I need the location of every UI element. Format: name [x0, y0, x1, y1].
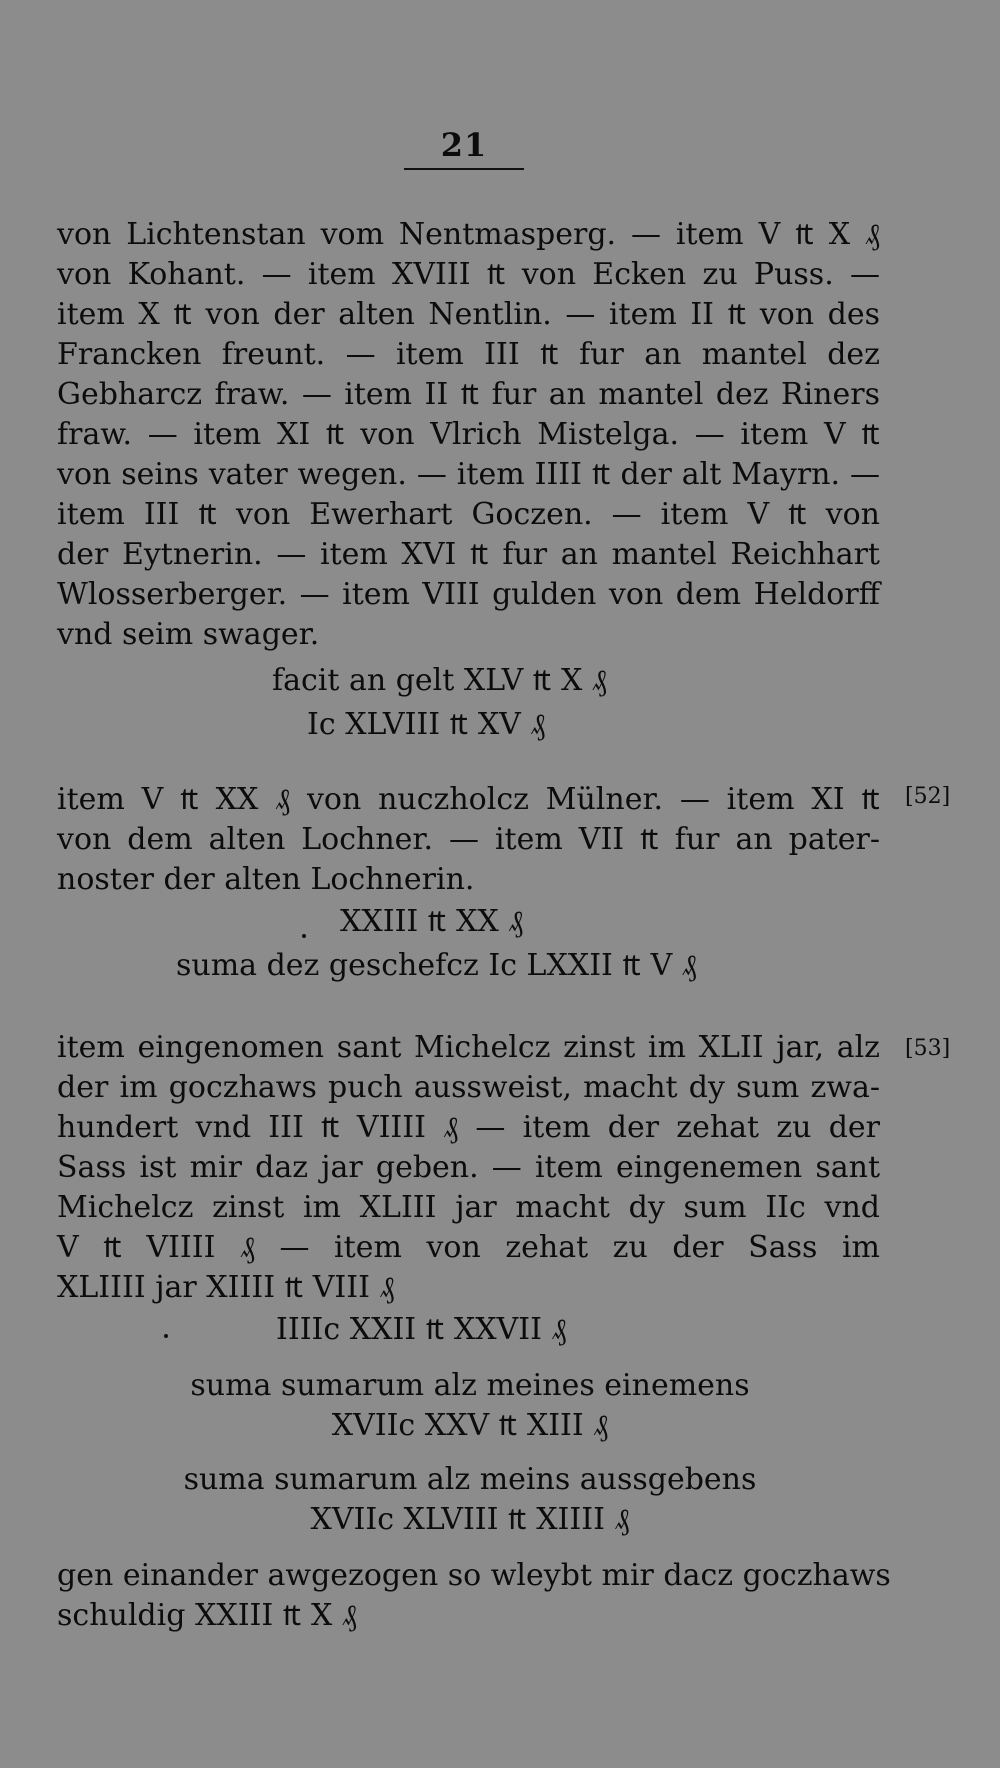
text-line: noster der alten Lochnerin. [57, 862, 475, 897]
text-line: von Lichtenstan vom Nentmasperg. — item V ₶ X ₰ [57, 217, 880, 252]
text-line: XLIIII jar XIIII ₶ VIII ₰ [57, 1270, 395, 1305]
margin-dot [302, 934, 306, 938]
total-value: XVIIc XLVIII ₶ XIIII ₰ [310, 1502, 630, 1537]
text-line: item V ₶ XX ₰ von nuczholcz Mülner. — item XI ₶ [57, 782, 880, 817]
text-line: vnd seim swager. [57, 617, 320, 652]
total-label: suma sumarum alz meins aussgebens [183, 1462, 757, 1497]
text-line: von seins vater wegen. — item IIII ₶ der alt Mayrn. — [57, 457, 880, 492]
text-line: item III ₶ von Ewerhart Goczen. — item V ₶ von [57, 497, 880, 532]
sum-line: Ic XLVIII ₶ XV ₰ [307, 707, 546, 742]
text-line: schuldig XXIII ₶ X ₰ [57, 1598, 357, 1633]
margin-note: [53] [905, 1036, 951, 1061]
text-line: V ₶ VIIII ₰ — item von zehat zu der Sass im [57, 1230, 880, 1265]
text-line: hundert vnd III ₶ VIIII ₰ — item der zehat zu der [57, 1110, 880, 1145]
sum-line: XXIII ₶ XX ₰ [340, 904, 524, 939]
text-line: item eingenomen sant Michelcz zinst im XLII jar, alz [57, 1030, 880, 1065]
page-number: 21 [440, 126, 488, 164]
margin-dot [164, 1334, 168, 1338]
text-line: fraw. — item XI ₶ von Vlrich Mistelga. — item V ₶ [57, 417, 880, 452]
text-line: gen einander awgezogen so wleybt mir dacz goczhaws [57, 1558, 891, 1593]
text-line: der Eytnerin. — item XVI ₶ fur an mantel Reichhart [57, 537, 880, 572]
text-line: Sass ist mir daz jar geben. — item eingenemen sant [57, 1150, 880, 1185]
text-line: item X ₶ von der alten Nentlin. — item II ₶ von des [57, 297, 880, 332]
margin-note: [52] [905, 784, 951, 809]
total-value: XVIIc XXV ₶ XIII ₰ [331, 1408, 609, 1443]
total-label: suma sumarum alz meines einemens [190, 1368, 750, 1403]
sum-line: suma dez geschefcz Ic LXXII ₶ V ₰ [176, 948, 697, 983]
text-line: Gebharcz fraw. — item II ₶ fur an mantel dez Riners [57, 377, 880, 412]
text-line: von Kohant. — item XVIII ₶ von Ecken zu Puss. — [57, 257, 880, 292]
page-number-rule [404, 168, 524, 170]
sum-line: IIIIc XXII ₶ XXVII ₰ [276, 1312, 567, 1347]
text-line: der im goczhaws puch aussweist, macht dy sum zwa- [57, 1070, 880, 1105]
text-line: von dem alten Lochner. — item VII ₶ fur an pater- [57, 822, 880, 857]
text-line: Wlosserberger. — item VIII gulden von dem Heldorff [57, 577, 880, 612]
text-line: Francken freunt. — item III ₶ fur an mantel dez [57, 337, 880, 372]
text-line: Michelcz zinst im XLIII jar macht dy sum IIc vnd [57, 1190, 880, 1225]
sum-line: facit an gelt XLV ₶ X ₰ [272, 663, 607, 698]
